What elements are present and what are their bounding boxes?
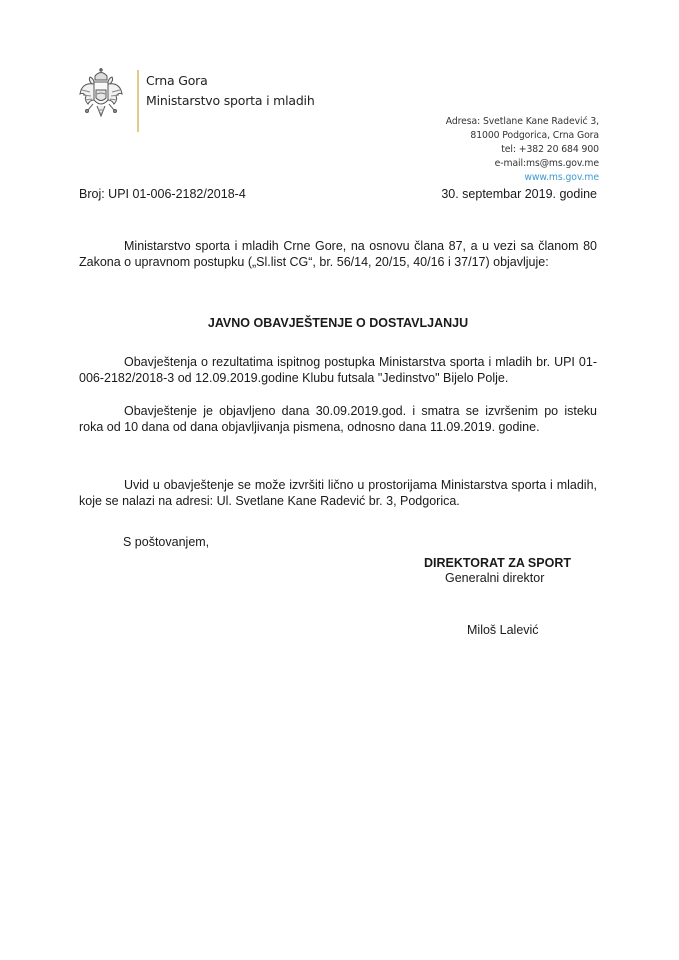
address-line2: 81000 Podgorica, Crna Gora	[470, 130, 599, 141]
phone: tel: +382 20 684 900	[501, 144, 599, 155]
intro-text: Ministarstvo sporta i mladih Crne Gore, na osnovu člana 87, a u vezi sa članom 80 Zakona o upravnom postupku („Sl.list CG“, br. 56/14, 20/15, 40/16 i 37/17) objavljuje:	[79, 239, 597, 270]
header-divider	[137, 70, 139, 132]
paragraph-1-text: Obavještenja o rezultatima ispitnog postupka Ministarstva sporta i mladih br. UPI 01-006-2182/2018-3 od 12.09.2019.godine Klubu futsala "Jedinstvo" Bijelo Polje.	[79, 355, 597, 386]
contact-block	[446, 115, 599, 185]
document-title: JAVNO OBAVJEŠTENJE O DOSTAVLJANJU	[207, 316, 469, 330]
signature-organization: DIREKTORAT ZA SPORT	[424, 556, 571, 570]
document-date: 30. septembar 2019. godine	[441, 187, 597, 201]
signature-title: Generalni direktor	[445, 571, 545, 585]
ministry-name: Ministarstvo sporta i mladih	[146, 93, 315, 108]
body-paragraph-3	[79, 477, 597, 509]
coat-of-arms-icon	[78, 68, 124, 128]
signatory-name: Miloš Lalević	[467, 623, 539, 637]
paragraph-3-text: Uvid u obavještenje se može izvršiti lično u prostorijama Ministarstva sporta i mladih, koje se nalazi na adresi: Ul. Svetlane Kane Radević br. 3, Podgorica.	[79, 478, 597, 509]
body-paragraph-2	[79, 403, 597, 435]
reference-number: Broj: UPI 01-006-2182/2018-4	[79, 187, 246, 201]
paragraph-2-text: Obavještenje je objavljeno dana 30.09.2019.god. i smatra se izvršenim po isteku roka od 10 dana od dana objavljivanja pismena, odnosno dana 11.09.2019. godine.	[79, 404, 597, 435]
intro-paragraph	[79, 238, 597, 270]
address-line1: Adresa: Svetlane Kane Radević 3,	[445, 116, 599, 127]
email-link[interactable]: e-mail:ms@ms.gov.me	[494, 158, 599, 169]
closing-salutation: S poštovanjem,	[123, 535, 210, 549]
country-name: Crna Gora	[146, 73, 208, 88]
body-paragraph-1	[79, 354, 597, 386]
website-link[interactable]: www.ms.gov.me	[524, 172, 599, 183]
